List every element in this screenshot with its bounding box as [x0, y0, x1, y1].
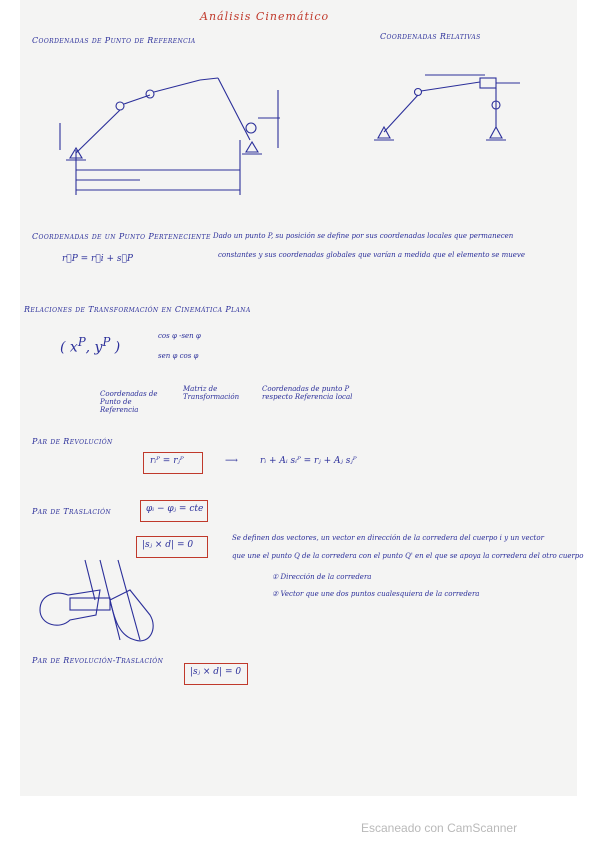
rev-eq-boxed: rᵢᴾ = rⱼᴾ: [150, 456, 184, 466]
arrow: ⟶: [225, 456, 238, 466]
rev-eq-expanded: rᵢ + Aᵢ sᵢᴾ = rⱼ + Aⱼ sⱼᴾ: [260, 456, 357, 466]
slider-joint-sketch: [40, 560, 153, 641]
label-local-coords: Coordenadas de punto P respecto Referencia local: [262, 385, 353, 401]
trans-eq-1: φᵢ − φⱼ = cte: [146, 504, 204, 514]
trans-eq-2: |sⱼ × d| = 0: [142, 540, 194, 550]
trans-item-1: ① Dirección de la corredera: [272, 573, 372, 581]
matrix-row-1: cos φ -sen φ: [158, 332, 201, 340]
heading-transform: Relaciones de Transformación en Cinemática Plana: [24, 305, 251, 314]
trans-desc-line-2: que une el punto Q de la corredera con el punto Q' en el que se apoya la corredera del otro cuerpo: [232, 552, 584, 560]
heading-rev-pair: Par de Revolución: [32, 437, 113, 446]
heading-revtrans-pair: Par de Revolución-Traslación: [32, 656, 164, 665]
label-matrix: Matriz de Transformación: [183, 385, 240, 401]
point-desc-line-1: Dado un punto P, su posición se define por sus coordenadas locales que permanecen: [213, 232, 514, 240]
heading-ref-coords: Coordenadas de Punto de Referencia: [32, 36, 196, 45]
heading-rel-coords: Coordenadas Relativas: [380, 32, 481, 41]
heading-trans-pair: Par de Traslación: [32, 507, 112, 516]
heading-point-coords: Coordenadas de un Punto Perteneciente: [32, 232, 211, 241]
point-desc-line-2: constantes y sus coordenadas globales que varían a medida que el elemento se mueve: [218, 251, 525, 259]
vector-xp: ( $x^P$, $y^P$ ): [60, 335, 121, 356]
revtrans-eq: |sⱼ × d| = 0: [190, 667, 242, 677]
trans-desc-line-1: Se definen dos vectores, un vector en dirección de la corredera del cuerpo i y un vector: [232, 534, 544, 542]
label-ref-coords: Coordenadas de Punto de Referencia: [100, 390, 158, 414]
scanner-watermark: Escaneado con CamScanner: [361, 821, 518, 835]
matrix-row-2: sen φ cos φ: [158, 352, 199, 360]
trans-item-2: ② Vector que une dos puntos cualesquiera de la corredera: [272, 590, 480, 598]
page-title: Análisis Cinemático: [200, 10, 330, 23]
rel-mechanism-diagram: [374, 75, 520, 140]
point-equation: r⃗P = r⃗i + s⃗P: [62, 254, 133, 264]
ref-mechanism-diagram: [60, 78, 280, 195]
